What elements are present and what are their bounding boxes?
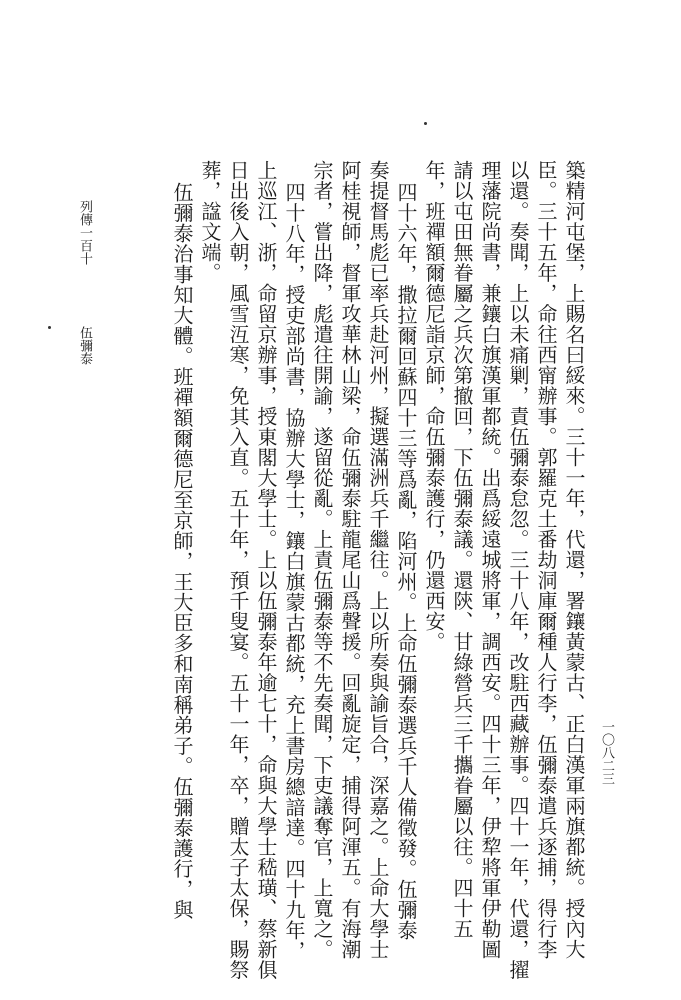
text-column-8: 奏提督馬彪已率兵赴河州，擬選滿洲兵千繼往。上以所奏與諭旨合，深嘉之。上命大學士: [366, 160, 390, 960]
text-column-10: 宗者，嘗出降，彪遣往開諭，遂留從亂。上責伍彌泰等不先奏聞，下吏議奪官，上寬之。: [310, 160, 334, 960]
text-column-3: 以還。奏聞，上以未痛剿，責伍彌泰怠忽。三十八年，改駐西藏辦事。四十一年，代還，擢: [506, 160, 530, 980]
text-column-7: 四十六年，撒拉爾回蘇四十三等爲亂，陷河州。上命伍彌泰選兵千人備徵發。伍彌泰: [394, 182, 418, 941]
text-column-5: 請以屯田無眷屬之兵次第撤回，下伍彌泰議。還陝、甘綠營兵三千攜眷屬以往。四十五: [450, 160, 474, 939]
text-column-4: 理藩院尚書，兼鑲白旗漢軍都統。出爲綏遠城將軍，調西安。四十三年，伊犂將軍伊勒圖: [478, 160, 502, 960]
ink-speck-mark: [424, 122, 427, 125]
text-column-9: 阿桂視師，督軍攻華林山梁，命伍彌泰駐龍尾山爲聲援。回亂旋定，捕得阿渾五。有海潮: [338, 160, 362, 960]
text-column-12: 上巡江、浙，命留京辦事，授東閣大學士。上以伍彌泰年逾七十，命與大學士嵇璜、蔡新俱: [254, 160, 278, 980]
text-column-2: 臣。三十五年，命往西甯辦事。郭羅克土番劫洞庫爾種人行李，伍彌泰遣兵逐捕，得行李: [534, 160, 558, 960]
ink-speck-mark: [48, 326, 51, 329]
text-column-11: 四十八年，授吏部尚書，協辦大學士，鑲白旗蒙古都統，充上書房總諳達。四十九年，: [282, 182, 306, 961]
page-number: 一〇八二三: [599, 720, 614, 785]
text-column-14: 葬，諡文端。: [198, 160, 222, 283]
running-head-name: 伍彌泰: [77, 326, 92, 365]
text-column-1: 築精河屯堡，上賜名曰綏來。三十一年，代還，署鑲黃蒙古、正白漢軍兩旗都統。授內大: [562, 160, 586, 960]
text-column-15: 伍彌泰治事知大體。班禪額爾德尼至京師，王大臣多和南稱弟子。伍彌泰護行，與: [170, 182, 194, 920]
running-head-chapter: 列傳一百十: [77, 200, 92, 265]
text-column-13: 日出後入朝，風雪沍寒，免其入直。五十年，預千叟宴。五十一年，卒，贈太子太保，賜祭: [226, 160, 250, 980]
text-column-6: 年，班禪額爾德尼詣京師，命伍彌泰護行，仍還西安。: [422, 160, 446, 652]
